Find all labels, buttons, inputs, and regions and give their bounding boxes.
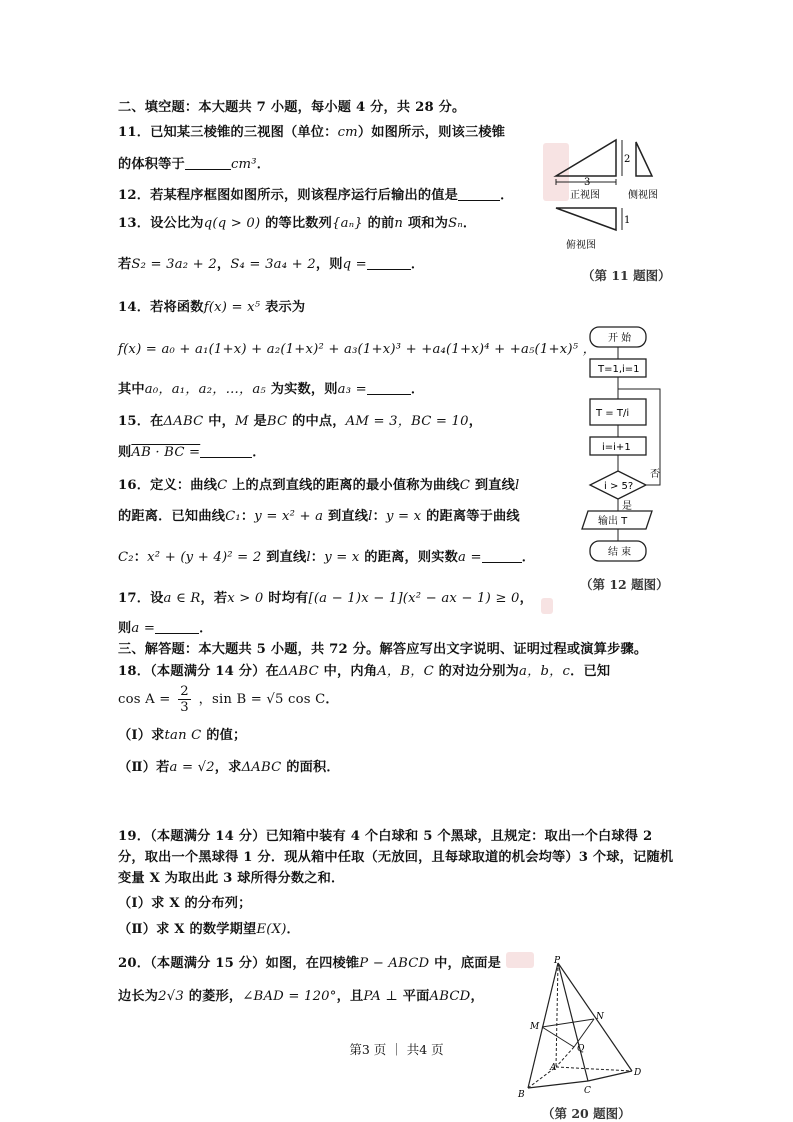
question-17-line-1: 17．设a ∈ R，若x > 0 时均有[(a − 1)x − 1](x² − ax − 1) ≥ 0，: [118, 591, 533, 606]
question-20-line-1: 20．（本题满分 15 分）如图，在四棱锥P − ABCD 中，底面是: [118, 956, 502, 971]
figure-12-flowchart: [574, 325, 670, 570]
question-14-line-3: 其中a₀，a₁，a₂，…，a₅ 为实数，则a₃ = ．: [118, 382, 425, 397]
answer-blank: [185, 157, 231, 170]
init-text: T=1,i=1: [598, 364, 640, 375]
question-16-line-1: 16．定义：曲线C 上的点到直线的距离的最小值称为曲线C 到直线l: [118, 478, 520, 493]
section-2-heading: 二、填空题：本大题共 7 小题，每小题 4 分，共 28 分。: [118, 100, 466, 115]
page-footer: 第3 页 ｜ 共4 页: [349, 1042, 444, 1057]
top-view-label: 俯视图: [566, 240, 596, 251]
question-12: 12．若某程序框图如图所示，则该程序运行后输出的值是 ．: [118, 188, 514, 203]
vertex-label-a: A: [550, 1063, 557, 1073]
question-18-line-1: 18．（本题满分 14 分）在ΔABC 中，内角A，B，C 的对边分别为a，b，c．已知: [118, 664, 611, 679]
vertex-label-n: N: [596, 1012, 604, 1022]
question-19-part-1: （Ⅰ）求 X 的分布列；: [118, 896, 252, 911]
dimension-label: 1: [624, 215, 631, 226]
front-view-label: 正视图: [570, 190, 600, 201]
question-13-line-2: 若S₂ = 3a₂ + 2，S₄ = 3a₄ + 2，则q = ．: [118, 257, 425, 272]
figure-11-three-views: [548, 130, 678, 270]
answer-blank: [458, 188, 500, 201]
question-16-line-3: C₂：x² + (y + 4)² = 2 到直线l：y = x 的距离，则实数a = ．: [118, 550, 536, 565]
top-view-triangle: [556, 208, 616, 230]
section-3-heading: 三、解答题：本大题共 5 小题，共 72 分。解答应写出文字说明、证明过程或演算步骤。: [118, 642, 648, 657]
question-19-body: 19．（本题满分 14 分）已知箱中装有 4 个白球和 5 个黑球，且规定：取出一个白球得 2 分，取出一个黑球得 1 分．现从箱中任取（无放回，且每球取道的机会均等）3 个球，记随机变量 X 为取出此 3 球所得分数之和．: [118, 829, 674, 886]
question-11-line-2: 的体积等于 cm³．: [118, 157, 271, 172]
question-14-expression: f(x) = a₀ + a₁(1+x) + a₂(1+x)² + a₃(1+x)³ + +a₄(1+x)⁴ + +a₅(1+x)⁵ ，: [118, 342, 596, 357]
dimension-label: 2: [624, 154, 631, 165]
figure-12-caption: （第 12 题图）: [580, 577, 669, 592]
vertex-label-p: P: [554, 956, 561, 966]
vertex-label-d: D: [634, 1068, 642, 1078]
question-18-part-1: （Ⅰ）求tan C 的值；: [118, 728, 247, 743]
vertex-label-b: B: [518, 1090, 525, 1100]
figure-11-caption: （第 11 题图）: [582, 268, 671, 283]
question-16-line-2: 的距离．已知曲线C₁：y = x² + a 到直线l：y = x 的距离等于曲线: [118, 509, 520, 524]
stamp-mark: [541, 598, 553, 614]
question-13-line-1: 13．设公比为q(q > 0) 的等比数列{aₙ} 的前n 项和为Sₙ．: [118, 216, 477, 231]
end-text: 结 束: [608, 547, 632, 558]
question-17-line-2: 则a = ．: [118, 621, 213, 636]
question-15-line-2: 则AB · BC = ．: [118, 445, 266, 460]
answer-blank: [367, 382, 411, 395]
vertex-label-c: C: [584, 1086, 591, 1096]
question-18-part-2: （Ⅱ）若a = √2，求ΔABC 的面积．: [118, 760, 340, 775]
fraction: $\frac{2}{3}$: [180, 684, 189, 715]
increment-text: i=i+1: [602, 442, 631, 453]
question-15-line-1: 15．在ΔABC 中，M 是BC 的中点，AM = 3，BC = 10，: [118, 414, 483, 429]
start-text: 开 始: [608, 333, 632, 344]
question-20-line-2: 边长为2√3 的菱形，∠BAD = 120°，且PA ⊥ 平面ABCD，: [118, 989, 484, 1004]
figure-20-caption: （第 20 题图）: [542, 1106, 631, 1121]
answer-blank: [155, 621, 199, 634]
no-branch-label: 否: [650, 469, 660, 480]
answer-blank: [200, 445, 252, 458]
question-11-line-1: 11．已知某三棱锥的三视图（单位：cm）如图所示，则该三棱锥: [118, 125, 506, 140]
front-view-triangle: [556, 140, 616, 176]
yes-branch-label: 是: [622, 501, 632, 512]
side-view-label: 侧视图: [628, 190, 658, 201]
answer-blank: [367, 257, 411, 270]
output-text: 输出 T: [598, 516, 628, 527]
vertex-label-m: M: [530, 1022, 540, 1032]
dimension-label: 3: [584, 177, 591, 188]
question-14-line-1: 14．若将函数f(x) = x⁵ 表示为: [118, 300, 306, 315]
vertex-label-q: Q: [577, 1044, 585, 1054]
answer-blank: [482, 550, 522, 563]
figure-20-pyramid: [514, 955, 646, 1105]
question-18-line-2: cos A = $\frac{2}{3}$ ，sin B = √5 cos C．: [118, 684, 339, 715]
question-19-part-2: （Ⅱ）求 X 的数学期望E(X)．: [118, 922, 300, 937]
side-view-triangle: [636, 142, 652, 176]
decision-text: i > 5?: [604, 481, 634, 492]
update-text: T = T/i: [596, 408, 630, 419]
